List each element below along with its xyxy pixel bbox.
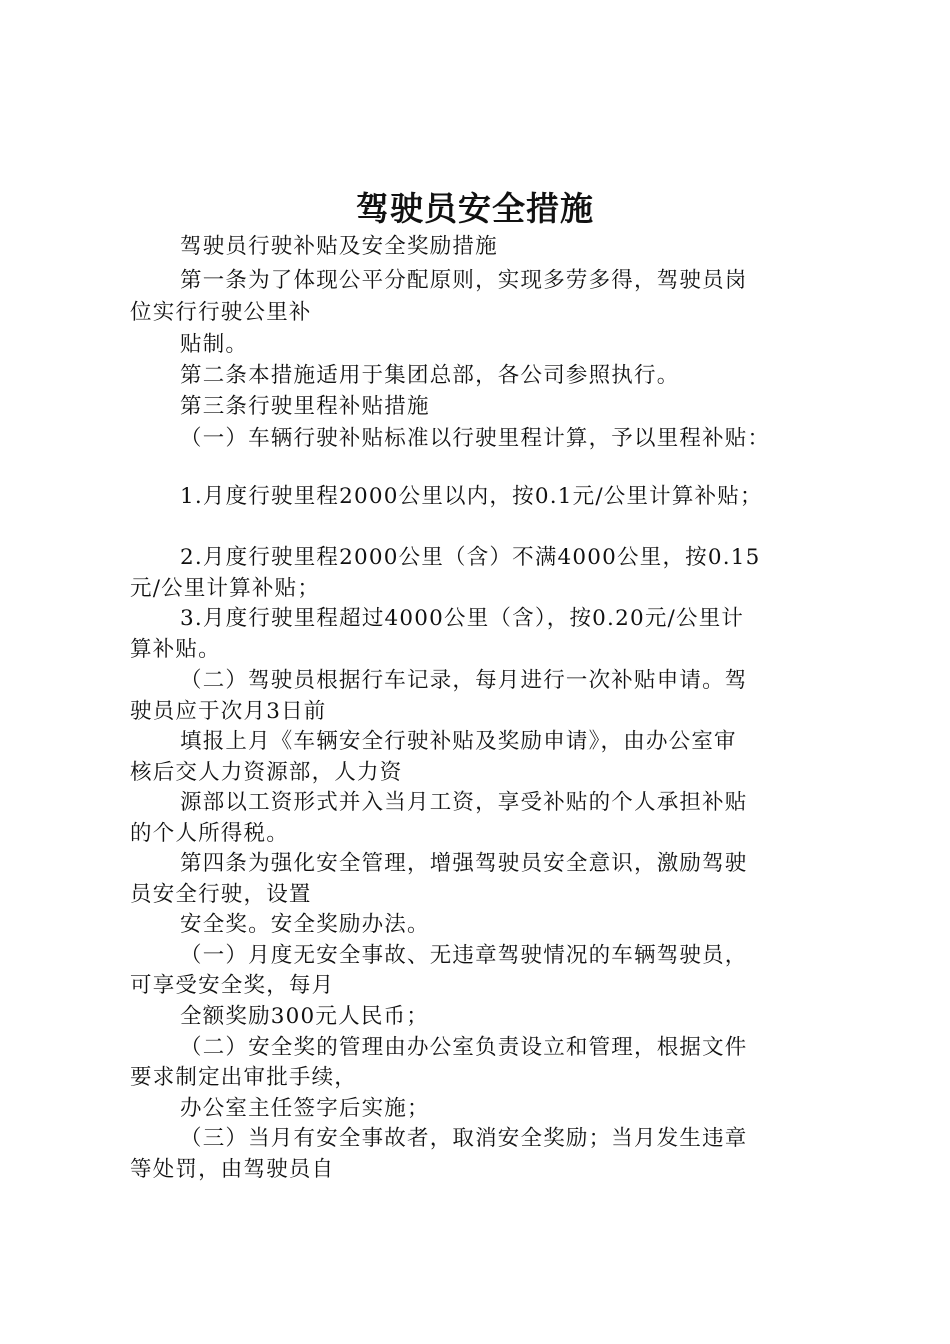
text-line-28: （三）当月有安全事故者，取消安全奖励；当月发生违章 [180, 1126, 748, 1151]
text-line-25: （二）安全奖的管理由办公室负责设立和管理，根据文件 [180, 1035, 748, 1060]
text-line-14: 驶员应于次月3日前 [130, 699, 327, 724]
text-line-18: 的个人所得税。 [130, 821, 289, 846]
text-line-8: 1.月度行驶里程2000公里以内，按0.1元/公里计算补贴； [180, 484, 763, 509]
text-line-22: （一）月度无安全事故、无违章驾驶情况的车辆驾驶员， [180, 943, 748, 968]
text-line-19: 第四条为强化安全管理，增强驾驶员安全意识，激励驾驶 [180, 851, 748, 876]
page-title: 驾驶员安全措施 [356, 189, 594, 228]
text-line-23: 可享受安全奖，每月 [130, 973, 335, 998]
text-line-21: 安全奖。安全奖励办法。 [180, 912, 430, 937]
text-line-9: 2.月度行驶里程2000公里（含）不满4000公里，按0.15 [180, 545, 761, 570]
text-line-11: 3.月度行驶里程超过4000公里（含），按0.20元/公里计 [180, 606, 745, 631]
text-line-15: 填报上月《车辆安全行驶补贴及奖励申请》，由办公室审 [180, 729, 737, 754]
text-line-5: 第二条本措施适用于集团总部，各公司参照执行。 [180, 363, 680, 388]
text-line-10: 元/公里计算补贴； [130, 576, 321, 601]
text-line-24: 全额奖励300元人民币； [180, 1004, 429, 1029]
text-line-12: 算补贴。 [130, 637, 221, 662]
text-line-16: 核后交人力资源部，人力资 [130, 760, 403, 785]
text-line-4: 贴制。 [180, 332, 249, 357]
text-line-26: 要求制定出审批手续， [130, 1065, 358, 1090]
text-line-29: 等处罚，由驾驶员自 [130, 1157, 335, 1182]
text-line-7: （一）车辆行驶补贴标准以行驶里程计算，予以里程补贴： [180, 426, 771, 451]
text-line-6: 第三条行驶里程补贴措施 [180, 394, 430, 419]
text-line-13: （二）驾驶员根据行车记录，每月进行一次补贴申请。驾 [180, 668, 748, 693]
text-line-27: 办公室主任签字后实施； [180, 1096, 430, 1121]
text-line-3: 位实行行驶公里补 [130, 300, 312, 325]
text-line-1: 驾驶员行驶补贴及安全奖励措施 [180, 234, 498, 259]
text-line-20: 员安全行驶，设置 [130, 882, 312, 907]
text-line-17: 源部以工资形式并入当月工资，享受补贴的个人承担补贴 [180, 790, 748, 815]
text-line-2: 第一条为了体现公平分配原则，实现多劳多得，驾驶员岗 [180, 268, 748, 293]
